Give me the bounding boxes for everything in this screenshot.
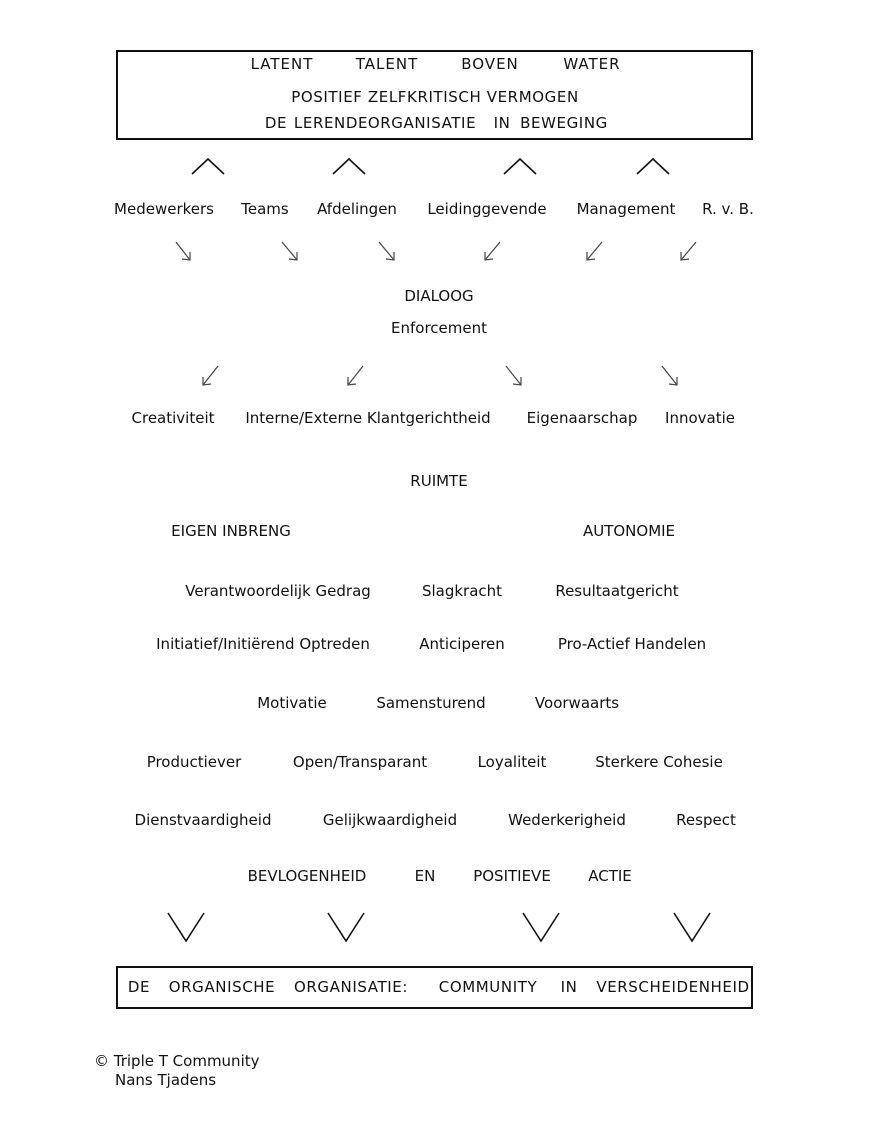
outcome-eigenaarschap: Eigenaarschap	[526, 409, 638, 427]
actor-rvb: R. v. B.	[702, 200, 754, 218]
label-eigen-inbreng: EIGEN INBRENG	[171, 522, 291, 540]
actor-afdelingen: Afdelingen	[317, 200, 397, 218]
chevron-down-icon-1	[168, 913, 204, 941]
chevron-down-icon-3	[523, 913, 559, 941]
bottom-word-5: IN	[560, 978, 578, 996]
top-word-latent: LATENT	[250, 55, 314, 73]
bottom-word-2: ORGANISCHE	[168, 978, 276, 996]
chevron-down-icon-4	[674, 913, 710, 941]
top-line3-beweging: BEWEGING	[520, 114, 608, 132]
center-enforcement: Enforcement	[391, 319, 487, 337]
row3-item-3: Voorwaarts	[534, 694, 620, 712]
row3-item-1: Motivatie	[257, 694, 327, 712]
row4-item-2: Open/Transparant	[292, 753, 428, 771]
arrow-down-right-icon-1	[176, 242, 190, 260]
top-line3-organisatie: ORGANISATIE	[367, 114, 477, 132]
row3-item-2: Samensturend	[376, 694, 486, 712]
outcome-creativiteit: Creativiteit	[131, 409, 215, 427]
footer-author: Nans Tjadens	[115, 1071, 217, 1089]
row1-item-1: Verantwoordelijk Gedrag	[185, 582, 371, 600]
row2-item-3: Pro-Actief Handelen	[557, 635, 707, 653]
row4-item-3: Loyaliteit	[477, 753, 547, 771]
footer-copyright: © Triple T Community	[94, 1052, 260, 1070]
arrow-down-right-icon-4	[506, 366, 521, 385]
caret-up-icon-2	[333, 159, 365, 174]
arrow-down-right-icon-3	[379, 242, 394, 260]
top-line-2: POSITIEF ZELFKRITISCH VERMOGEN	[291, 88, 579, 106]
arrow-down-left-icon-3	[681, 242, 696, 260]
outcome-klantgerichtheid: Interne/Externe Klantgerichtheid	[245, 409, 491, 427]
label-autonomie: AUTONOMIE	[582, 522, 676, 540]
arrow-down-left-icon-1	[485, 242, 500, 260]
bottom-word-4: COMMUNITY	[438, 978, 538, 996]
row4-item-1: Productiever	[146, 753, 242, 771]
arrow-down-left-icon-4	[203, 366, 218, 385]
bevlogen-3: POSITIEVE	[473, 867, 551, 885]
arrow-down-left-icon-2	[587, 242, 602, 260]
bevlogen-1: BEVLOGENHEID	[247, 867, 367, 885]
top-line3-de: DE	[264, 114, 288, 132]
row5-item-1: Dienstvaardigheid	[134, 811, 272, 829]
row1-item-3: Resultaatgericht	[555, 582, 679, 600]
top-line3-lerende: LERENDE	[293, 114, 369, 132]
bottom-word-1: DE	[127, 978, 151, 996]
actor-leidinggevende: Leidinggevende	[427, 200, 547, 218]
arrow-down-left-icon-5	[348, 366, 363, 385]
chevron-down-icon-2	[328, 913, 364, 941]
arrow-down-right-icon-2	[282, 242, 297, 260]
top-word-talent: TALENT	[355, 55, 419, 73]
row5-item-2: Gelijkwaardigheid	[322, 811, 458, 829]
arrow-down-right-icon-5	[662, 366, 677, 385]
label-ruimte: RUIMTE	[410, 472, 468, 490]
caret-up-icon-4	[637, 159, 669, 174]
outcome-innovatie: Innovatie	[665, 409, 735, 427]
actor-teams: Teams	[241, 200, 289, 218]
row2-item-2: Anticiperen	[419, 635, 505, 653]
caret-up-icon-1	[192, 159, 224, 174]
top-line3-in: IN	[493, 114, 511, 132]
row1-item-2: Slagkracht	[421, 582, 503, 600]
top-word-boven: BOVEN	[461, 55, 519, 73]
center-dialoog: DIALOOG	[404, 287, 474, 305]
bevlogen-4: ACTIE	[588, 867, 632, 885]
top-word-water: WATER	[563, 55, 621, 73]
bevlogen-2: EN	[414, 867, 436, 885]
caret-up-icon-3	[504, 159, 536, 174]
row4-item-4: Sterkere Cohesie	[595, 753, 723, 771]
actor-medewerkers: Medewerkers	[114, 200, 214, 218]
bottom-word-6: VERSCHEIDENHEID	[596, 978, 750, 996]
row5-item-3: Wederkerigheid	[508, 811, 626, 829]
actor-management: Management	[576, 200, 676, 218]
row5-item-4: Respect	[676, 811, 736, 829]
row2-item-1: Initiatief/Initiërend Optreden	[156, 635, 370, 653]
bottom-word-3: ORGANISATIE:	[294, 978, 408, 996]
